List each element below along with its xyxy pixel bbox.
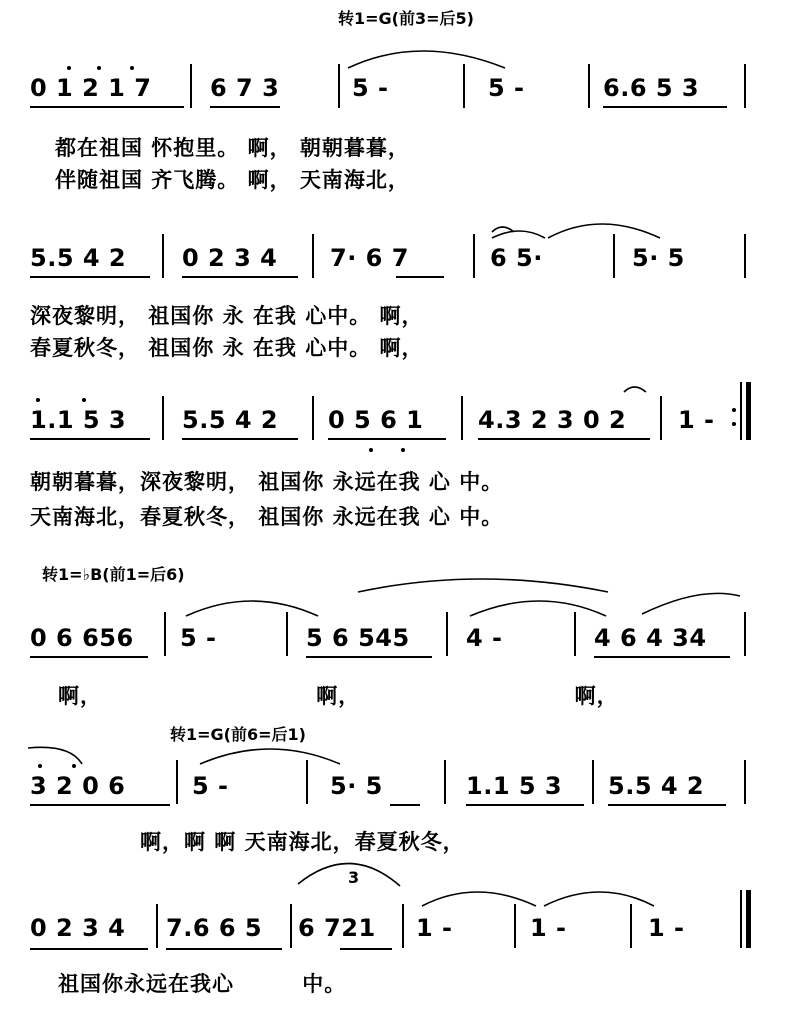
lyric-line: 朝朝暮暮，深夜黎明， 祖国你 永远在我 心 中。: [30, 470, 504, 494]
lyric-line: 祖国你永远在我心 中。: [58, 972, 347, 996]
notes-bar: 5· 5: [632, 244, 685, 272]
notes-bar: 5 -: [488, 74, 525, 102]
lyric-line: 深夜黎明， 祖国你 永 在我 心中。 啊，: [30, 304, 424, 328]
tie-arc: [544, 892, 654, 906]
notes-bar: 0 1 2 1 7: [30, 74, 152, 102]
notes-bar: 5 -: [192, 772, 229, 800]
notes-bar: 1 -: [678, 406, 715, 434]
tie-arc: [470, 601, 606, 616]
lyric-line: 伴随祖国 齐飞腾。 啊， 天南海北，: [55, 168, 410, 192]
notes-bar: 5 -: [352, 74, 389, 102]
tie-arc: [186, 601, 318, 616]
notes-bar: 1 -: [416, 914, 453, 942]
notes-bar: 6.6 5 3: [603, 74, 700, 102]
notes-bar: 0 5 6 1: [328, 406, 424, 434]
fermata-arc: [624, 387, 646, 392]
lyric-line: 都在祖国 怀抱里。 啊， 朝朝暮暮，: [55, 136, 410, 160]
lyric-line: 啊，啊 啊 天南海北，春夏秋冬，: [140, 830, 465, 854]
notes-bar: 5· 5: [330, 772, 383, 800]
tie-arc: [358, 579, 608, 592]
tie-arc: [642, 593, 740, 614]
notes-bar: 7.6 6 5: [166, 914, 263, 942]
lyric-line: 啊， 啊， 啊，: [58, 684, 619, 708]
notes-bar: 7· 6 7: [330, 244, 409, 272]
tie-arc: [548, 224, 660, 238]
tie-arc: [422, 892, 536, 906]
notes-bar: 1 -: [530, 914, 567, 942]
tie-arc: [492, 231, 545, 238]
lyric-line: 天南海北，春夏秋冬， 祖国你 永远在我 心 中。: [30, 505, 504, 529]
notes-bar: 5 6 545: [306, 624, 410, 652]
notes-bar: 5.5 4 2: [30, 244, 127, 272]
tie-arc: [298, 863, 400, 886]
notes-bar: 5.5 4 2: [182, 406, 279, 434]
notes-bar: 5 -: [180, 624, 217, 652]
triplet-mark: 3: [348, 868, 360, 887]
tie-arc: [200, 749, 340, 764]
modulation-label: 转1=G(前6=后1): [170, 725, 306, 744]
notes-bar: 0 2 3 4: [30, 914, 126, 942]
notes-bar: 3 2 0 6: [30, 772, 126, 800]
notes-bar: 4.3 2 3 0 2: [478, 406, 627, 434]
tie-arc: [28, 747, 82, 764]
notes-bar: 6 5·: [490, 244, 543, 272]
notes-bar: 4 -: [466, 624, 503, 652]
notes-bar: 1.1 5 3: [30, 406, 127, 434]
notes-bar: 5.5 4 2: [608, 772, 705, 800]
notes-bar: 0 6 656: [30, 624, 134, 652]
notes-bar: 0 2 3 4: [182, 244, 278, 272]
tie-arc: [348, 51, 505, 68]
lyric-line: 春夏秋冬， 祖国你 永 在我 心中。 啊，: [30, 336, 424, 360]
notes-bar: 4 6 4 34: [594, 624, 707, 652]
notes-bar: 6 7 3: [210, 74, 280, 102]
notes-bar: 1 -: [648, 914, 685, 942]
notes-bar: 1.1 5 3: [466, 772, 563, 800]
notes-bar: 6 721: [298, 914, 376, 942]
modulation-label: 转1=G(前3=后5): [338, 9, 474, 28]
modulation-label: 转1=♭B(前1=后6): [42, 565, 185, 584]
